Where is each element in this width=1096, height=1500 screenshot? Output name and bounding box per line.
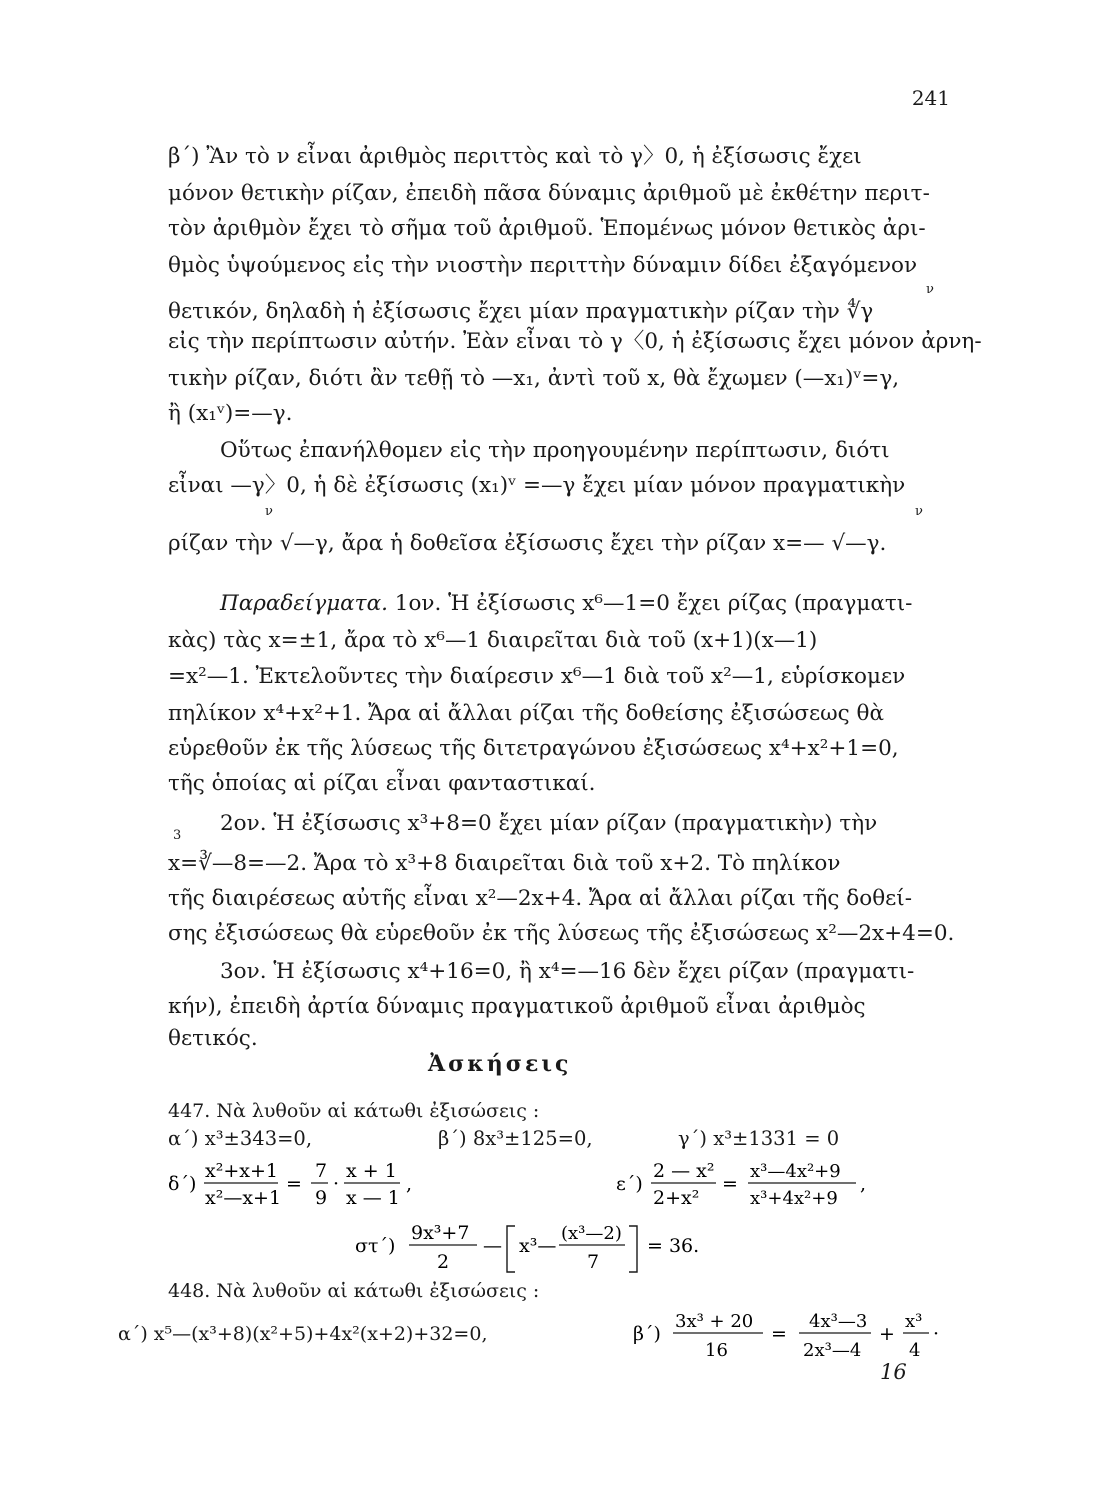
ex447-e-den: 2+x² <box>653 1187 700 1209</box>
root-index: ν <box>265 504 273 519</box>
text-line: 2ον. Ἡ ἐξίσωσις x³+8=0 ἔχει μίαν ρίζαν (πραγματικὴν) τὴν <box>220 811 878 836</box>
ex448-b-num2: 4x³—3 <box>809 1311 868 1332</box>
text-line: τὸν ἀριθμὸν ἔχει τὸ σῆμα τοῦ ἀριθμοῦ. Ἑπομένως μόνον θετικὸς ἀρι- <box>168 216 926 241</box>
text-line: σης ἐξισώσεως θὰ εὑρεθοῦν ἐκ τῆς λύσεως τῆς ἐξισώσεως x²—2x+4=0. <box>168 921 955 946</box>
text-line: =x²—1. Ἐκτελοῦντες τὴν διαίρεσιν x⁶—1 διὰ τοῦ x²—1, εὑρίσκομεν <box>168 664 906 689</box>
right-bracket <box>629 1226 637 1272</box>
text-line: θετικόν, δηλαδὴ ἡ ἐξίσωσις ἔχει μίαν πραγματικὴν ρίζαν τὴν ∜γ <box>168 299 874 324</box>
text-line: κὰς) τὰς x=±1, ἄρα τὸ x⁶—1 διαιρεῖται διὰ τοῦ (x+1)(x—1) <box>168 628 818 653</box>
svg-text:+: + <box>879 1323 895 1345</box>
ex447-st-inner-den: 7 <box>587 1251 600 1273</box>
text-line: μόνον θετικὴν ρίζαν, ἐπειδὴ πᾶσα δύναμις ἀριθμοῦ μὲ ἐκθέτην περιτ- <box>168 181 930 206</box>
ex448-a: α΄) x⁵—(x³+8)(x²+5)+4x²(x+2)+32=0, <box>118 1323 488 1345</box>
ex447-e-label: ε΄) <box>616 1173 643 1195</box>
svg-text:,: , <box>860 1173 867 1195</box>
examples-label: Παραδείγματα. <box>220 591 388 616</box>
text-line: θετικός. <box>168 1026 258 1051</box>
ex447-st-inner-pre: x³— <box>519 1235 557 1257</box>
svg-text:·: · <box>333 1173 340 1195</box>
text-line: x=∛—8=—2. Ἄρα τὸ x³+8 διαιρεῖται διὰ τοῦ x+2. Τὸ πηλίκον <box>168 851 841 876</box>
svg-text:=: = <box>722 1173 738 1195</box>
ex447-e-rnum: x³—4x²+9 <box>750 1161 841 1182</box>
ex448-b-den3: 4 <box>909 1340 921 1361</box>
ex447-st-den: 2 <box>437 1251 450 1273</box>
ex447-d-frac2-den: 9 <box>315 1187 328 1209</box>
text-line: τῆς ὁποίας αἱ ρίζαι εἶναι φανταστικαί. <box>168 771 596 796</box>
ex448-b-label: β΄) <box>633 1323 661 1345</box>
text-line: πηλίκον x⁴+x²+1. Ἄρα αἱ ἄλλαι ρίζαι τῆς δοθείσης ἐξισώσεως θὰ <box>168 701 885 726</box>
text-line: θμὸς ὑψούμενος εἰς τὴν νιοστὴν περιττὴν δύναμιν δίδει ἐξαγόμενον <box>168 253 918 278</box>
ex447-c: γ΄) x³±1331 = 0 <box>678 1127 840 1150</box>
ex448-b-num3: x³ <box>905 1311 923 1332</box>
example-line <box>220 590 912 618</box>
ex447-e-num: 2 — x² <box>653 1160 715 1182</box>
ex447-st-label: στ΄) <box>355 1235 396 1257</box>
svg-text:·: · <box>933 1323 940 1345</box>
ex447-st-result: = 36. <box>647 1235 700 1257</box>
root-index: ν <box>926 282 934 297</box>
text-line: 3ον. Ἡ ἐξίσωσις x⁴+16=0, ἢ x⁴=—16 δὲν ἔχει ρίζαν (πραγματι- <box>220 959 915 984</box>
ex447-a: α΄) x³±343=0, <box>168 1127 313 1150</box>
ex447-d-equation <box>168 1150 468 1220</box>
ex447-d-den: x²—x+1 <box>205 1187 282 1209</box>
text-line: ἢ (x₁ᵛ)=—γ. <box>168 401 293 426</box>
text-line: Οὕτως ἐπανήλθομεν εἰς τὴν προηγουμένην περίπτωσιν, διότι <box>220 438 890 463</box>
svg-text:—: — <box>483 1235 502 1257</box>
ex447-b: β΄) 8x³±125=0, <box>438 1127 593 1150</box>
text-line: εὑρεθοῦν ἐκ τῆς λύσεως τῆς διτετραγώνου ἐξισώσεως x⁴+x²+1=0, <box>168 736 899 761</box>
svg-text:=: = <box>771 1323 787 1345</box>
ex448-b-equation <box>633 1300 963 1370</box>
signature-mark: 16 <box>880 1360 907 1384</box>
ex447-d-frac2-num: 7 <box>315 1160 328 1182</box>
ex447-d-frac3-den: x — 1 <box>346 1187 400 1209</box>
ex447-st-inner-num: (x³—2) <box>561 1223 622 1244</box>
root-index: ν <box>915 504 923 519</box>
ex448-b-den2: 2x³—4 <box>803 1340 862 1361</box>
example-text: 1ον. Ἡ ἐξίσωσις x⁶—1=0 ἔχει ρίζας (πραγματι- <box>387 591 913 616</box>
ex447-e-rden: x³+4x²+9 <box>750 1188 838 1209</box>
root-index: 3 <box>173 828 182 843</box>
svg-text:,: , <box>406 1173 413 1195</box>
text-line: κήν), ἐπειδὴ ἀρτία δύναμις πραγματικοῦ ἀριθμοῦ εἶναι ἀριθμὸς <box>168 994 866 1019</box>
ex448-b-den1: 16 <box>705 1340 728 1361</box>
ex447-st-equation <box>355 1212 755 1284</box>
ex447-d-label: δ΄) <box>168 1173 197 1195</box>
ex447-e-equation <box>616 1150 896 1220</box>
text-line: τικὴν ρίζαν, διότι ἂν τεθῇ τὸ —x₁, ἀντὶ τοῦ x, θὰ ἔχωμεν (—x₁)ᵛ=γ, <box>168 366 900 391</box>
page-number: 241 <box>911 86 950 110</box>
text-line: ρίζαν τὴν √—γ, ἄρα ἡ δοθεῖσα ἐξίσωσις ἔχει τὴν ρίζαν x=— √—γ. <box>168 531 887 556</box>
text-line: β΄) Ἂν τὸ ν εἶναι ἀριθμὸς περιττὸς καὶ τὸ γ〉0, ἡ ἐξίσωσις ἔχει <box>168 144 862 169</box>
text-line: εἰς τὴν περίπτωσιν αὐτήν. Ἐὰν εἶναι τὸ γ〈0, ἡ ἐξίσωσις ἔχει μόνον ἀρνη- <box>168 329 982 354</box>
text-line: εἶναι —γ〉0, ἡ δὲ ἐξίσωσις (x₁)ᵛ =—γ ἔχει μίαν μόνον πραγματικὴν <box>168 473 906 498</box>
text-line: τῆς διαιρέσεως αὐτῆς εἶναι x²—2x+4. Ἄρα αἱ ἄλλαι ρίζαι τῆς δοθεί- <box>168 886 912 911</box>
exercises-heading: Ἀσκήσεις <box>428 1051 572 1077</box>
exercise-447-title: 447. Νὰ λυθοῦν αἱ κάτωθι ἐξισώσεις : <box>168 1100 540 1122</box>
exercise-448-title: 448. Νὰ λυθοῦν αἱ κάτωθι ἐξισώσεις : <box>168 1280 540 1302</box>
ex448-b-num1: 3x³ + 20 <box>675 1311 754 1332</box>
ex447-d-num: x²+x+1 <box>205 1160 278 1182</box>
ex447-st-num: 9x³+7 <box>411 1222 470 1244</box>
ex447-d-frac3-num: x + 1 <box>346 1160 397 1182</box>
ex447-d-eq: = <box>286 1173 302 1195</box>
left-bracket <box>507 1226 515 1272</box>
